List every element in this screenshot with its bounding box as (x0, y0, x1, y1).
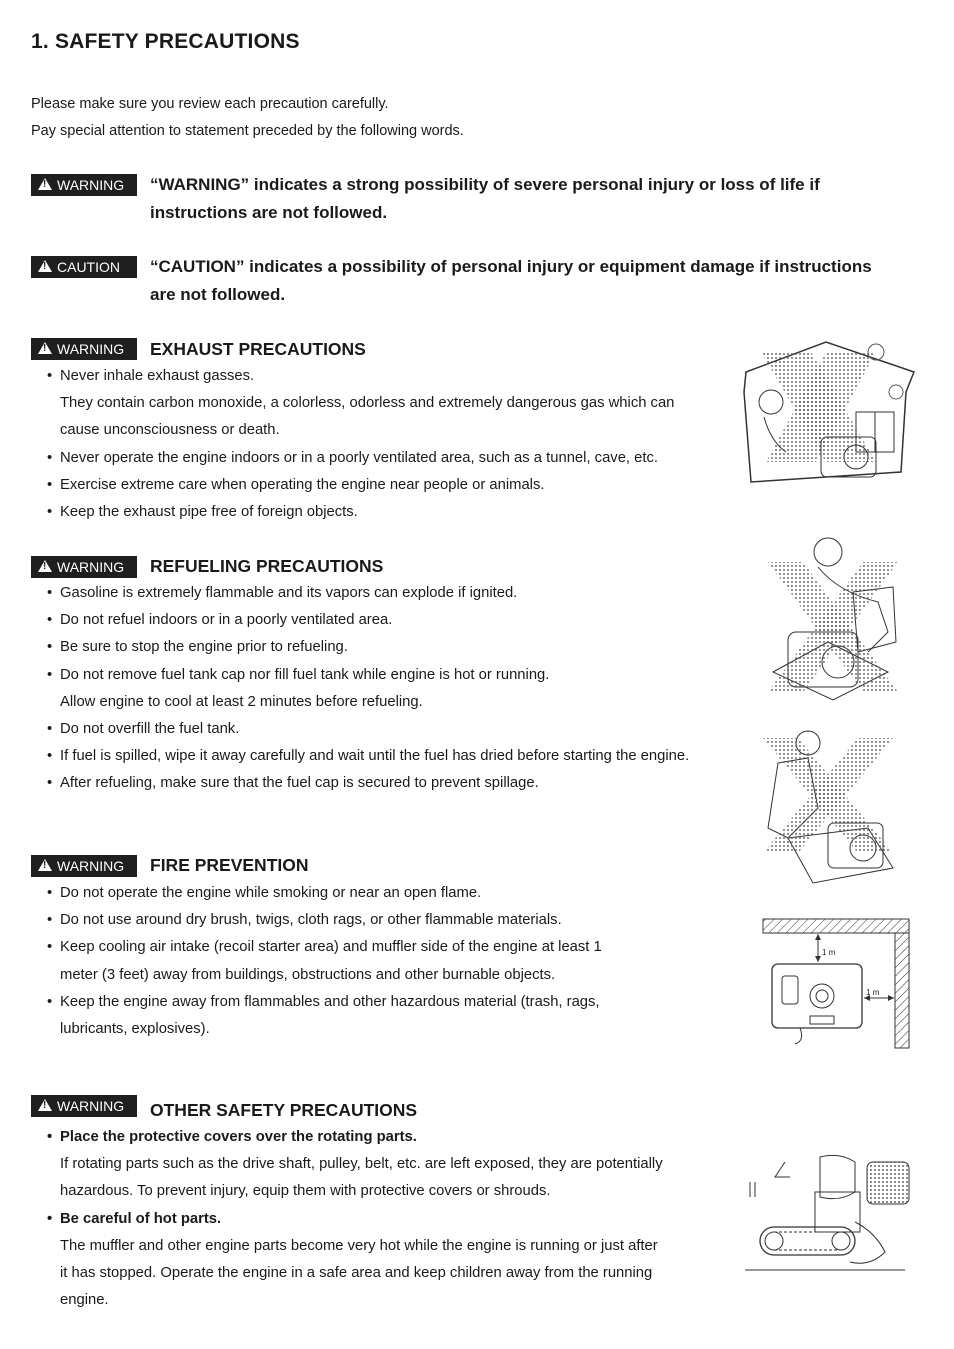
warning-badge: ! WARNING (31, 1095, 137, 1117)
refueling-list (47, 580, 689, 798)
warning-badge: ! WARNING (31, 338, 137, 360)
list-item: • Never inhale exhaust gasses. (47, 363, 674, 390)
list-item: If rotating parts such as the drive shaft, pulley, belt, etc. are left exposed, they are potentially (60, 1156, 663, 1173)
warning-triangle-icon (38, 560, 52, 572)
warning-triangle-icon (38, 342, 52, 354)
list-item: • Keep the exhaust pipe free of foreign objects. (47, 499, 674, 526)
list-item: • Do not remove fuel tank cap nor fill fuel tank while engine is hot or running. (47, 662, 689, 689)
list-item: • If fuel is spilled, wipe it away carefully and wait until the fuel has dried before starting the engine. (47, 743, 689, 770)
indoor-exhaust-illustration (726, 332, 920, 487)
warning-definition: “WARNING” indicates a strong possibility of severe personal injury or loss of life if instructions are not followed. (150, 175, 820, 222)
caution-definition: “CAUTION” indicates a possibility of personal injury or equipment damage if instructions are not followed. (150, 257, 872, 304)
list-item: it has stopped. Operate the engine in a safe area and keep children away from the running (60, 1265, 653, 1282)
clearance-label-top: 1 m (822, 948, 836, 957)
list-item: • Keep cooling air intake (recoil starter area) and muffler side of the engine at least 1 (47, 934, 602, 961)
list-item: • Exercise extreme care when operating the engine near people or animals. (47, 472, 674, 499)
list-item: meter (3 feet) away from buildings, obstructions and other burnable objects. (60, 966, 556, 983)
refueling-illustration (758, 532, 904, 710)
list-item: • Be sure to stop the engine prior to refueling. (47, 634, 689, 661)
page-title: 1. SAFETY PRECAUTIONS (31, 30, 300, 53)
intro-line: Please make sure you review each precaution carefully. (31, 96, 389, 112)
list-item: engine. (60, 1292, 109, 1309)
warning-triangle-icon (38, 859, 52, 871)
list-item: lubricants, explosives). (60, 1021, 210, 1038)
list-item: Allow engine to cool at least 2 minutes before refueling. (60, 693, 423, 710)
other-list (47, 1124, 663, 1314)
list-item: • Do not refuel indoors or in a poorly ventilated area. (47, 607, 689, 634)
list-item: They contain carbon monoxide, a colorless, odorless and extremely dangerous gas which can (60, 395, 675, 412)
rotating-parts-illustration (745, 1152, 913, 1274)
exhaust-list (47, 363, 674, 526)
refueling-title: REFUELING PRECAUTIONS (150, 556, 384, 576)
list-item: • Do not use around dry brush, twigs, cloth rags, or other flammable materials. (47, 907, 602, 934)
list-item: cause unconsciousness or death. (60, 422, 280, 439)
list-item: • After refueling, make sure that the fuel cap is secured to prevent spillage. (47, 770, 689, 797)
smoking-hazard-illustration (758, 728, 898, 886)
list-item: • Never operate the engine indoors or in a poorly ventilated area, such as a tunnel, cave, etc. (47, 445, 674, 472)
fire-list (47, 880, 602, 1043)
clearance-label-side: 1 m (866, 988, 880, 997)
list-item: The muffler and other engine parts become very hot while the engine is running or just after (60, 1237, 658, 1254)
warning-badge: ! WARNING (31, 855, 137, 877)
warning-badge: ! WARNING (31, 174, 137, 196)
list-item: • Be careful of hot parts. (47, 1206, 663, 1233)
caution-badge: ! CAUTION (31, 256, 137, 278)
warning-triangle-icon (38, 178, 52, 190)
other-title: OTHER SAFETY PRECAUTIONS (150, 1100, 418, 1120)
list-item: • Do not overfill the fuel tank. (47, 716, 689, 743)
fire-title: FIRE PREVENTION (150, 855, 309, 875)
list-item: • Place the protective covers over the rotating parts. (47, 1124, 663, 1151)
warning-triangle-icon (38, 1099, 52, 1111)
list-item: • Gasoline is extremely flammable and its vapors can explode if ignited. (47, 580, 689, 607)
warning-badge: ! WARNING (31, 556, 137, 578)
list-item: • Do not operate the engine while smoking or near an open flame. (47, 880, 602, 907)
warning-triangle-icon (38, 260, 52, 272)
intro-line: Pay special attention to statement preceded by the following words. (31, 123, 464, 139)
exhaust-title: EXHAUST PRECAUTIONS (150, 339, 366, 359)
list-item: hazardous. To prevent injury, equip them with protective covers or shrouds. (60, 1183, 551, 1200)
list-item: • Keep the engine away from flammables and other hazardous material (trash, rags, (47, 989, 602, 1016)
clearance-diagram (760, 916, 912, 1050)
